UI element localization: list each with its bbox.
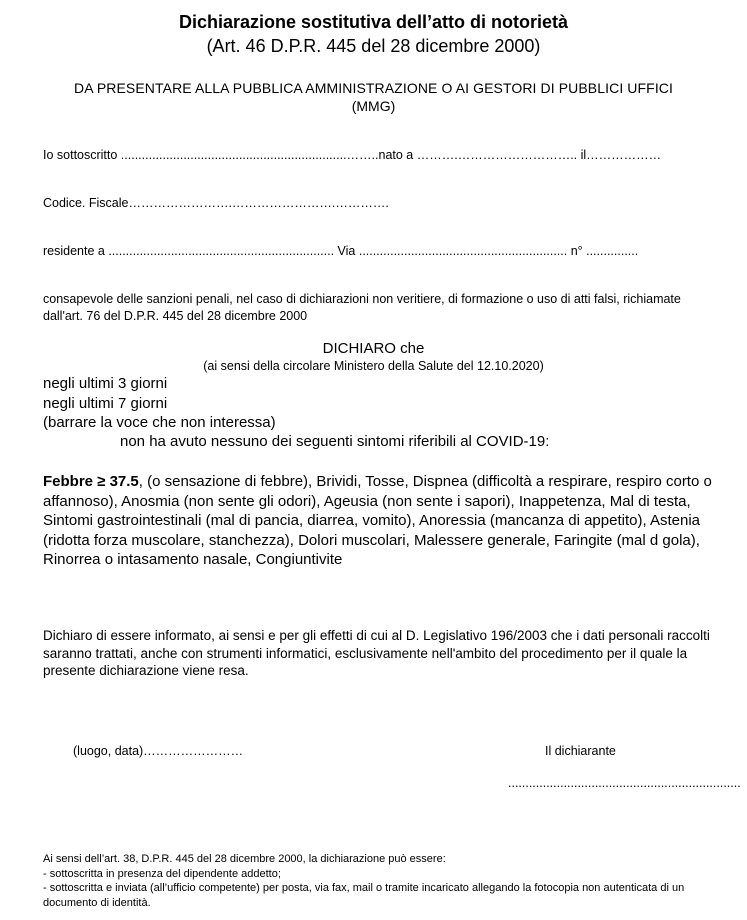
symptom-fever: Febbre ≥ 37.5 xyxy=(43,473,139,490)
field-row-fiscal-code: Codice. Fiscale…………………….…………………….…………. xyxy=(43,196,389,210)
document-subtitle: (Art. 46 D.P.R. 445 del 28 dicembre 2000) xyxy=(206,36,541,56)
field-row-identity: Io sottoscritto .................................................................……..nato a ……….……………………….. il……………… xyxy=(43,148,662,162)
document-title: Dichiarazione sostitutiva dell’atto di notorietà xyxy=(178,12,569,32)
declaration-heading: DICHIARO che xyxy=(322,340,425,357)
penalty-awareness-text: consapevole delle sanzioni penali, nel caso di dichiarazioni non veritiere, di formazione o uso di atti falsi, richiamate dall'art. 76 del D.P.R. 445 del 28 dicembre 2000 xyxy=(43,292,681,323)
declarant-label: Il dichiarante xyxy=(545,744,616,758)
footnote xyxy=(43,852,723,910)
option-instruction: (barrare la voce che non interessa) xyxy=(43,414,276,431)
recipient-heading: DA PRESENTARE ALLA PUBBLICA AMMINISTRAZIONE O AI GESTORI DI PUBBLICI UFFICI xyxy=(73,80,674,96)
declaration-reference: (ai sensi della circolare Ministero della Salute del 12.10.2020) xyxy=(203,359,544,373)
place-date-field: (luogo, data)…………………… xyxy=(73,744,244,758)
signature-line: ................................................................... xyxy=(508,776,741,790)
recipient-code: (MMG) xyxy=(351,98,396,114)
symptoms-rest: , (o sensazione di febbre), Brividi, Tosse, Dispnea (difficoltà a respirare, respiro corto o affannoso), Anosmia (non sente gli odori), Ageusia (non sente i sapori), Inappetenza, Mal di testa, Sintomi gastrointestinali (mal di pancia, diarrea, vomito), Anoressia (mancanza di appetito), Astenia (ridotta forza muscolare, stanchezza), Dolori muscolari, Malessere generale, Faringite (mal d gola), Rinorrea o intasamento nasale, Congiuntivite xyxy=(43,473,712,568)
footnote-item: - sottoscritta e inviata (all’ufficio competente) per posta, via fax, mail o tramite incaricato allegando la fotocopia non autenticata di un documento di identità. xyxy=(43,882,685,909)
privacy-statement: Dichiaro di essere informato, ai sensi e per gli effetti di cui al D. Legislativo 196/2003 che i dati personali raccolti saranno trattati, anche con strumenti informatici, esclusivamente nell'ambito del procedimento per il quale la presente dichiarazione viene resa. xyxy=(43,628,710,678)
declaration-statement: non ha avuto nessuno dei seguenti sintomi riferibili al COVID-19: xyxy=(120,433,550,450)
footnote-item: - sottoscritta in presenza del dipendente addetto; xyxy=(43,867,281,880)
option-3-days: negli ultimi 3 giorni xyxy=(43,375,168,392)
option-7-days: negli ultimi 7 giorni xyxy=(43,395,168,412)
field-row-residence: residente a ................................................................. Via ............................................................ n° ............... xyxy=(43,244,639,258)
footnote-intro: Ai sensi dell’art. 38, D.P.R. 445 del 28 dicembre 2000, la dichiarazione può essere: xyxy=(43,853,446,865)
symptoms-list xyxy=(43,472,723,570)
